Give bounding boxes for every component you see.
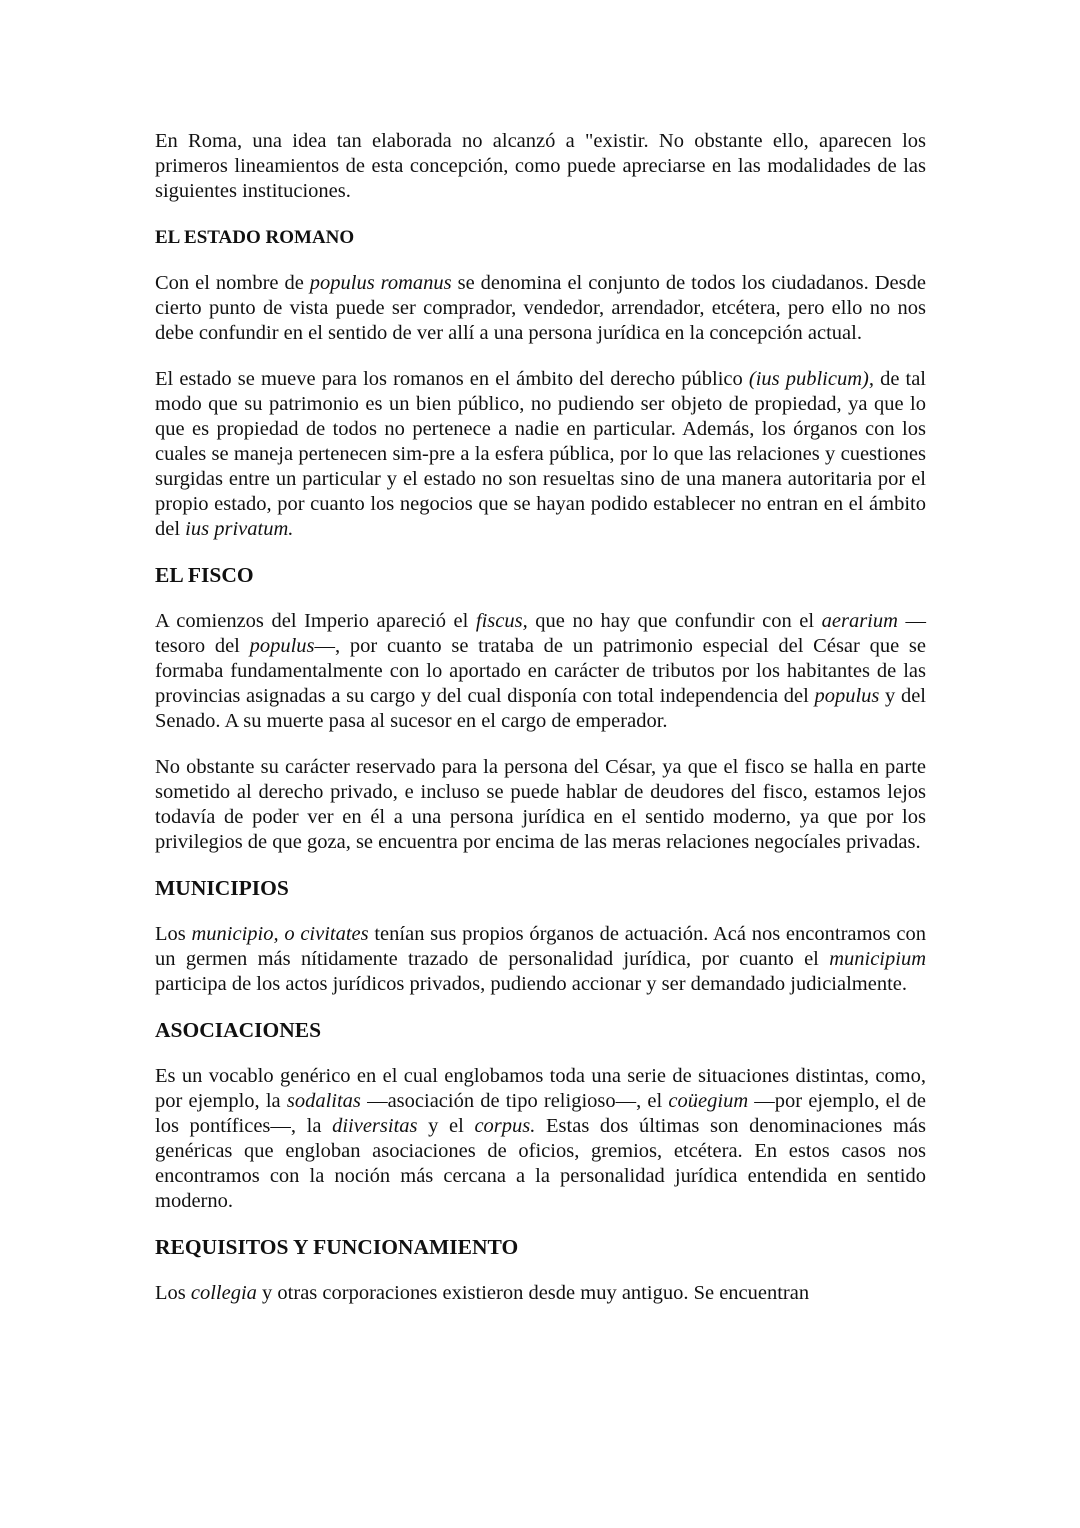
text-run: tenían sus propios órganos de actuación. Acá nos encontramos con un germen más nítidamente trazado de personalidad jurídica, por cuanto el: [155, 923, 926, 970]
paragraph-asociaciones: [155, 1064, 926, 1214]
paragraph-estado-2: [155, 367, 926, 542]
text-run: que no hay que confundir con el: [527, 610, 822, 632]
text-run: Los: [155, 923, 192, 945]
italic-run: populus: [814, 685, 880, 707]
italic-run: sodalitas: [286, 1090, 361, 1112]
italic-run: municipio, o civitates: [191, 923, 369, 945]
text-run: —, por cuanto se trataba de un patrimonio especial del César que se formaba fundamentalmente con lo aportado en carácter de tributos por los habitantes de las provincias asignadas a su cargo y del cual disponía con total independencia del: [155, 635, 926, 707]
italic-run: (ius publicum),: [748, 368, 874, 390]
heading-requisitos: REQUISITOS Y FUNCIONAMIENTO: [155, 1235, 519, 1259]
text-run: Es un vocablo genérico en el cual englobamos toda una serie de situaciones distintas, como, por ejemplo, la: [155, 1065, 926, 1112]
italic-run: aerarium: [821, 610, 898, 632]
heading-asociaciones: ASOCIACIONES: [155, 1018, 322, 1042]
italic-run: diiversitas: [332, 1115, 418, 1137]
italic-run: ius privatum.: [185, 518, 294, 540]
paragraph-requisitos: [155, 1281, 926, 1306]
paragraph-fisco-1: [155, 609, 926, 734]
text-run: Los: [155, 1282, 191, 1304]
italic-run: corpus.: [474, 1115, 536, 1137]
text-run: A comienzos del Imperio apareció el: [155, 610, 476, 632]
text-run: Estas dos últimas son denominaciones más genéricas que engloban asociaciones de oficios, gremios, etcétera. En estos casos nos encontramos con la noción más cercana a la personalidad jurídica entendida en sentido moderno.: [155, 1115, 926, 1212]
heading-fisco: EL FISCO: [155, 563, 254, 587]
heading-estado-romano: EL ESTADO ROMANO: [155, 227, 355, 248]
document-page: [155, 129, 926, 1306]
italic-run: populus romanus: [309, 272, 452, 294]
text-run: —por ejemplo, el de los pontífices—, la: [155, 1090, 926, 1137]
italic-run: municipium: [829, 948, 926, 970]
paragraph-estado-1: [155, 271, 926, 346]
text-run: El estado se mueve para los romanos en el ámbito del derecho público: [155, 368, 749, 390]
text-run: participa de los actos jurídicos privados, pudiendo accionar y ser demandado judicialmente.: [155, 973, 907, 995]
italic-run: fiscus,: [475, 610, 528, 632]
paragraph-fisco-2: No obstante su carácter reservado para la persona del César, ya que el fisco se halla en parte sometido al derecho privado, e incluso se puede hablar de deudores del fisco, estamos lejos todavía de poder ver en él a una persona jurídica en el sentido moderno, ya que por los privilegios de que goza, se encuentra por encima de las meras relaciones negocíales privadas.: [155, 756, 926, 853]
paragraph-intro: En Roma, una idea tan elaborada no alcanzó a "existir. No obstante ello, aparecen los primeros lineamientos de esta concepción, como puede apreciarse en las modalidades de las siguientes instituciones.: [155, 130, 926, 202]
text-run: y del Senado. A su muerte pasa al sucesor en el cargo de emperador.: [155, 685, 926, 732]
text-run: se denomina el conjunto de todos los ciudadanos. Desde cierto punto de vista puede ser comprador, vendedor, arrendador, etcétera, pero ello no nos debe confundir en el sentido de ver allí a una persona jurídica en la concepción actual.: [155, 272, 926, 344]
italic-run: collegia: [190, 1282, 257, 1304]
paragraph-municipios: [155, 922, 926, 997]
italic-run: populus: [249, 635, 315, 657]
text-run: y el: [417, 1115, 475, 1137]
text-run: —tesoro del: [155, 610, 927, 657]
italic-run: coüegium: [668, 1090, 749, 1112]
text-run: —asociación de tipo religioso—, el: [360, 1090, 669, 1112]
heading-municipios: MUNICIPIOS: [155, 876, 289, 900]
text-run: Con el nombre de: [155, 272, 310, 294]
text-run: y otras corporaciones existieron desde muy antiguo. Se encuentran: [256, 1282, 810, 1304]
text-run: de tal modo que su patrimonio es un bien público, no pudiendo ser objeto de propiedad, ya que lo que es propiedad de todos no pertenece a nadie en particular. Además, los órganos con los cuales se maneja pertenecen sim-pre a la esfera pública, por lo que las relaciones y cuestiones surgidas entre un particular y el estado no son resueltas sino de una manera autoritaria por el propio estado, por cuanto los negocios que se hayan podido establecer no entran en el ámbito del: [155, 368, 927, 540]
